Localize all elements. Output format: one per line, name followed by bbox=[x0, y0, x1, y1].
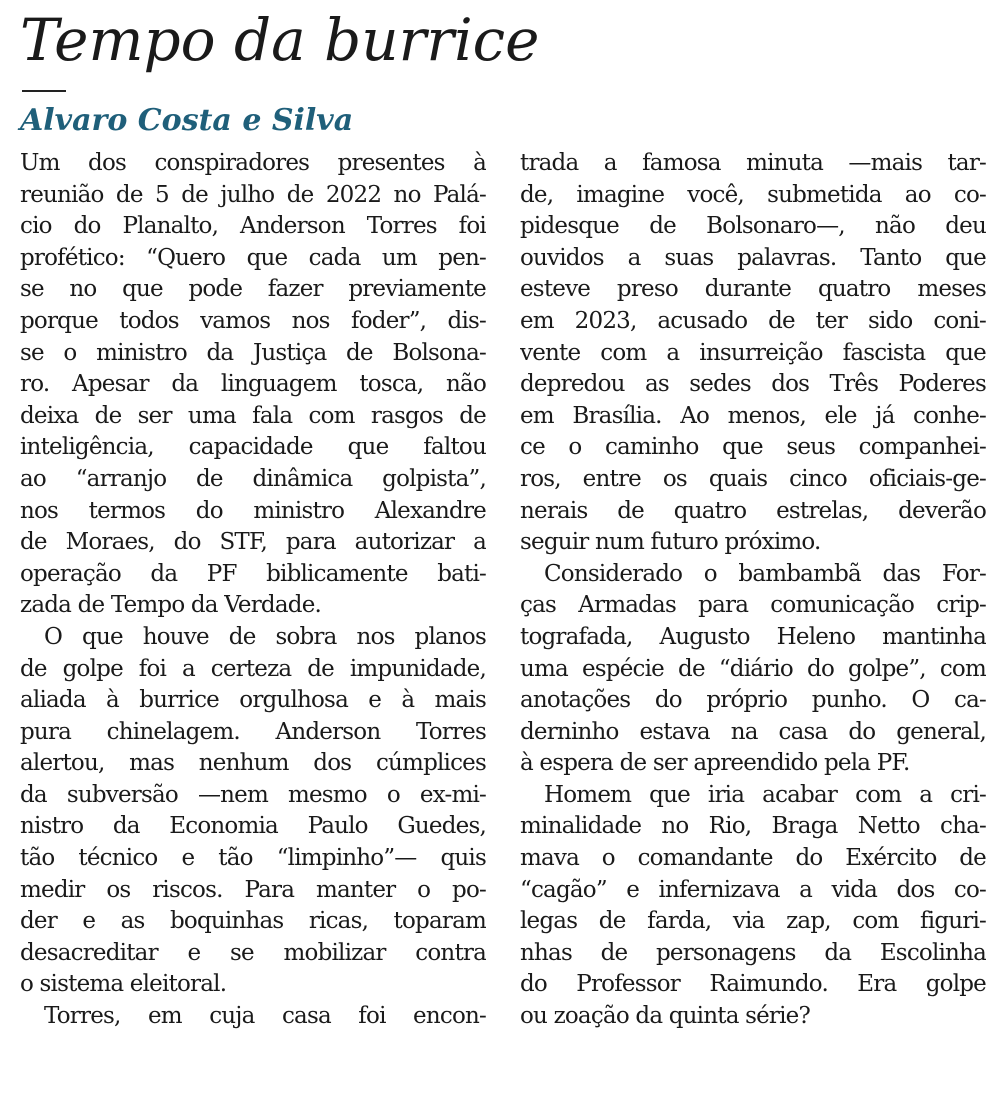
body-text-line: de Moraes, do STF, para autorizar a bbox=[20, 529, 486, 556]
body-text-line: “cagão” e infernizava a vida dos co- bbox=[520, 876, 986, 903]
article-column-left bbox=[20, 148, 486, 1033]
body-text-line: anotações do próprio punho. O ca- bbox=[520, 687, 986, 714]
body-text-line: O que houve de sobra nos planos bbox=[44, 623, 486, 650]
body-text-line: em Brasília. Ao menos, ele já conhe- bbox=[520, 402, 986, 429]
body-text-line: porque todos vamos nos foder”, dis- bbox=[20, 307, 486, 334]
body-text-line: aliada à burrice orgulhosa e à mais bbox=[20, 687, 486, 714]
body-text-line: profético: “Quero que cada um pen- bbox=[20, 244, 486, 271]
body-text-line: zada de Tempo da Verdade. bbox=[20, 592, 322, 619]
body-text-line: ao “arranjo de dinâmica golpista”, bbox=[20, 465, 486, 492]
body-text-line: do Professor Raimundo. Era golpe bbox=[520, 971, 986, 998]
body-text-line: uma espécie de “diário do golpe”, com bbox=[520, 655, 986, 682]
body-text-line: em 2023, acusado de ter sido coni- bbox=[520, 307, 986, 334]
body-text-line: ças Armadas para comunicação crip- bbox=[520, 592, 986, 619]
body-text-line: da subversão —nem mesmo o ex-mi- bbox=[20, 781, 486, 808]
body-text-line: pura chinelagem. Anderson Torres bbox=[20, 718, 486, 745]
body-text-line: operação da PF biblicamente bati- bbox=[20, 560, 486, 587]
body-text-line: ce o caminho que seus companhei- bbox=[520, 434, 986, 461]
body-text-line: nistro da Economia Paulo Guedes, bbox=[20, 813, 486, 840]
body-text-line: Torres, em cuja casa foi encon- bbox=[44, 1003, 486, 1030]
body-text-line: depredou as sedes dos Três Poderes bbox=[520, 371, 986, 398]
title-divider bbox=[22, 90, 66, 92]
body-text-line: ou zoação da quinta série? bbox=[520, 1003, 811, 1030]
body-text-line: nhas de personagens da Escolinha bbox=[520, 939, 986, 966]
body-text-line: ouvidos a suas palavras. Tanto que bbox=[520, 244, 986, 271]
body-text-line: nos termos do ministro Alexandre bbox=[20, 497, 486, 524]
body-text-line: tografada, Augusto Heleno mantinha bbox=[520, 623, 986, 650]
body-text-line: tão técnico e tão “limpinho”— quis bbox=[20, 845, 486, 872]
body-text-line: ros, entre os quais cinco oficiais-ge- bbox=[520, 465, 986, 492]
body-text-line: reunião de 5 de julho de 2022 no Palá- bbox=[20, 181, 486, 208]
body-text-line: Um dos conspiradores presentes à bbox=[20, 150, 486, 176]
body-text-line: der e as boquinhas ricas, toparam bbox=[20, 908, 486, 935]
body-text-line: trada a famosa minuta —mais tar- bbox=[520, 150, 986, 176]
body-text-line: desacreditar e se mobilizar contra bbox=[20, 939, 486, 966]
body-text-line: Considerado o bambambã das For- bbox=[544, 560, 986, 587]
body-text-line: se no que pode fazer previamente bbox=[20, 276, 486, 303]
body-text-line: de, imagine você, submetida ao co- bbox=[520, 181, 986, 208]
body-text-line: minalidade no Rio, Braga Netto cha- bbox=[520, 813, 986, 840]
body-text-line: o sistema eleitoral. bbox=[20, 971, 227, 998]
body-text-line: nerais de quatro estrelas, deverão bbox=[520, 497, 986, 524]
body-text-line: cio do Planalto, Anderson Torres foi bbox=[20, 213, 486, 240]
body-text-line: mava o comandante do Exército de bbox=[520, 845, 986, 872]
body-text-line: à espera de ser apreendido pela PF. bbox=[520, 750, 910, 777]
body-text-line: Homem que iria acabar com a cri- bbox=[544, 781, 986, 808]
body-text-line: se o ministro da Justiça de Bolsona- bbox=[20, 339, 486, 366]
article-column-right bbox=[520, 148, 986, 1033]
body-text-line: de golpe foi a certeza de impunidade, bbox=[20, 655, 486, 682]
body-text-line: vente com a insurreição fascista que bbox=[520, 339, 986, 366]
body-text-line: deixa de ser uma fala com rasgos de bbox=[20, 402, 486, 429]
body-text-line: seguir num futuro próximo. bbox=[520, 529, 821, 556]
article-title: Tempo da burrice bbox=[20, 6, 540, 74]
body-text-line: legas de farda, via zap, com figuri- bbox=[520, 908, 986, 935]
body-text-line: medir os riscos. Para manter o po- bbox=[20, 876, 486, 903]
body-text-line: esteve preso durante quatro meses bbox=[520, 276, 986, 303]
body-text-line: alertou, mas nenhum dos cúmplices bbox=[20, 750, 486, 777]
author-byline: Alvaro Costa e Silva bbox=[20, 103, 354, 138]
body-text-line: ro. Apesar da linguagem tosca, não bbox=[20, 371, 486, 398]
body-text-line: derninho estava na casa do general, bbox=[520, 718, 986, 745]
body-text-line: inteligência, capacidade que faltou bbox=[20, 434, 486, 461]
body-text-line: pidesque de Bolsonaro—, não deu bbox=[520, 213, 986, 240]
